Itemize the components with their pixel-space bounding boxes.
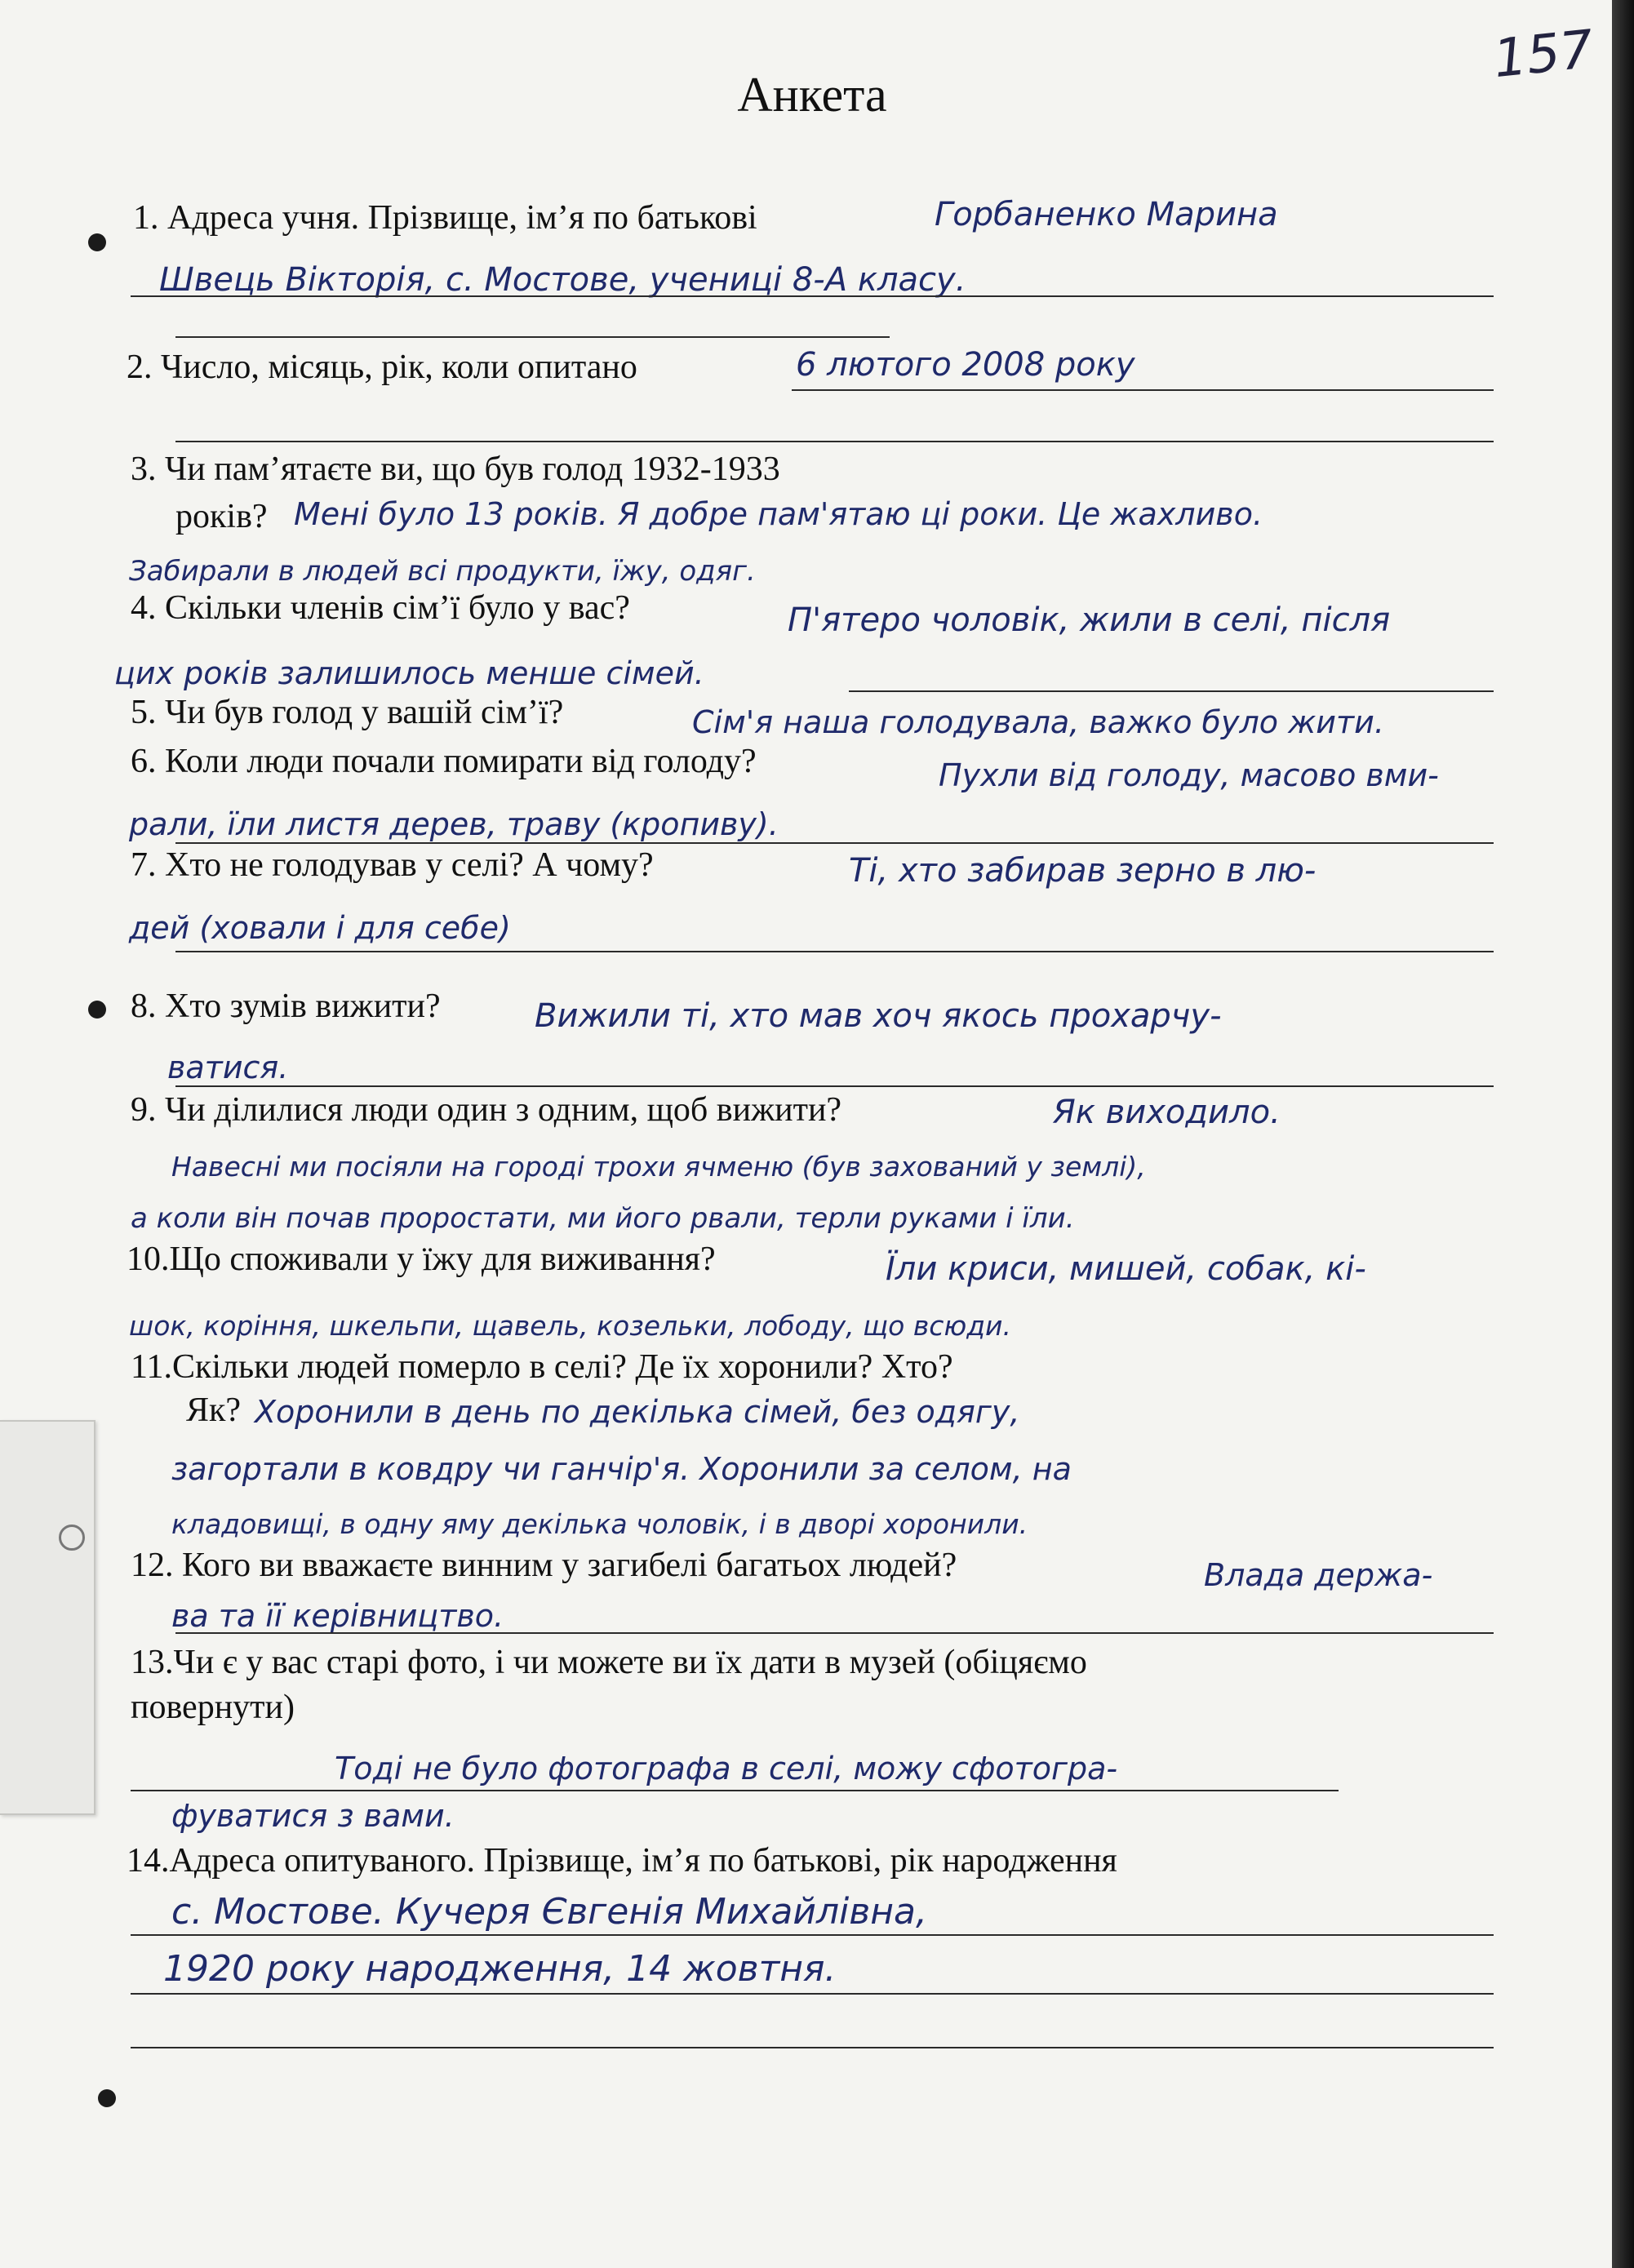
question-5-answer-line-1: Сім'я наша голодувала, важко було жити. — [692, 704, 1384, 740]
paper-tab — [0, 1420, 95, 1815]
question-5-label: 5. Чи був голод у вашій сім’ї? — [131, 694, 564, 731]
binder-ring — [59, 1525, 85, 1551]
question-11-label-line-1: 11.Скільки людей померло в селі? Де їх хоронили? Хто? — [131, 1348, 953, 1386]
question-14-label: 14.Адреса опитуваного. Прізвище, ім’я по батькові, рік народження — [127, 1842, 1117, 1880]
question-8-answer-line-1: Вижили ті, хто мав хоч якось прохарчу- — [535, 997, 1222, 1035]
question-3-answer-line-1: Мені було 13 років. Я добре пам'ятаю ці роки. Це жахливо. — [294, 496, 1263, 532]
question-4-label: 4. Скільки членів сім’ї було у вас? — [131, 589, 630, 627]
answer-rule — [792, 389, 1494, 391]
question-9-answer-line-3: а коли він почав проростати, ми його рвали, терли руками і їли. — [131, 1202, 1075, 1235]
question-11-answer-line-2: загортали в ковдру чи ганчір'я. Хоронили за селом, на — [171, 1451, 1072, 1487]
answer-rule — [175, 1632, 1494, 1634]
answer-rule — [131, 1790, 1339, 1791]
answer-rule — [131, 295, 1494, 297]
question-13-answer-line-1: Тоді не було фотографа в селі, можу сфотогра- — [335, 1751, 1118, 1786]
answer-rule — [175, 441, 1494, 442]
question-14-answer-line-2: 1920 року народження, 14 жовтня. — [163, 1948, 837, 1990]
question-7-label: 7. Хто не голодував у селі? А чому? — [131, 846, 654, 884]
question-12-label: 12. Кого ви вважаєте винним у загибелі багатьох людей? — [131, 1547, 957, 1584]
question-13-label-line-1: 13.Чи є у вас старі фото, і чи можете ви їх дати в музей (обіцяємо — [131, 1644, 1087, 1681]
question-11-answer-line-1: Хоронили в день по декілька сімей, без одягу, — [255, 1394, 1020, 1430]
question-10-answer-line-2: шок, коріння, шкельпи, щавель, козельки, лободу, що всюди. — [129, 1310, 1011, 1342]
question-2-answer-line-1: 6 лютого 2008 року — [796, 346, 1135, 384]
answer-rule — [131, 2047, 1494, 2048]
question-4-answer-line-1: П'ятеро чоловік, жили в селі, після — [788, 601, 1391, 639]
answer-rule — [131, 1934, 1494, 1936]
question-9-answer-line-2: Навесні ми посіяли на городі трохи ячменю (був захований у землі), — [171, 1151, 1146, 1183]
question-10-answer-line-1: Їли криси, мишей, собак, кі- — [886, 1250, 1366, 1288]
question-2-label: 2. Число, місяць, рік, коли опитано — [127, 348, 637, 386]
question-8-label: 8. Хто зумів вижити? — [131, 988, 441, 1025]
question-7-answer-line-2: дей (ховали і для себе) — [129, 910, 511, 946]
answer-rule — [175, 951, 1494, 952]
answer-rule — [175, 1085, 1494, 1087]
question-6-label: 6. Коли люди почали помирати від голоду? — [131, 743, 757, 780]
question-11-answer-line-3: кладовищі, в одну яму декілька чоловік, і в дворі хоронили. — [171, 1508, 1028, 1540]
question-6-answer-line-1: Пухли від голоду, масово вми- — [939, 757, 1439, 793]
question-6-answer-line-2: рали, їли листя дерев, траву (кропиву). — [129, 806, 779, 842]
question-7-answer-line-1: Ті, хто забирав зерно в лю- — [849, 852, 1317, 890]
question-1-answer-line-1: Горбаненко Марина — [935, 196, 1278, 233]
question-1-answer-line-2: Швець Вікторія, с. Мостове, учениці 8-А класу. — [159, 261, 966, 299]
punch-hole-top — [88, 233, 106, 251]
document-title: Анкета — [737, 68, 887, 122]
question-13-label-line-2: повернути) — [131, 1689, 295, 1726]
question-14-answer-line-1: с. Мостове. Кучеря Євгенія Михайлівна, — [171, 1891, 927, 1933]
answer-rule — [131, 1993, 1494, 1995]
question-9-answer-line-1: Як виходило. — [1053, 1094, 1281, 1131]
page-number: 157 — [1490, 19, 1596, 91]
question-12-answer-line-2: ва та її керівництво. — [171, 1598, 504, 1634]
question-12-answer-line-1: Влада держа- — [1204, 1557, 1433, 1593]
question-1-label: 1. Адреса учня. Прізвище, ім’я по батькові — [133, 199, 757, 237]
question-4-answer-line-2: цих років залишилось менше сімей. — [114, 655, 704, 691]
question-3-label-line-2: років? — [175, 498, 268, 535]
question-8-answer-line-2: ватися. — [167, 1050, 289, 1085]
punch-hole-middle — [88, 1001, 106, 1019]
answer-rule — [849, 690, 1494, 692]
question-3-answer-line-2: Забирали в людей всі продукти, їжу, одяг. — [129, 555, 756, 588]
answer-rule — [175, 336, 890, 338]
answer-rule — [175, 842, 1494, 844]
question-13-answer-line-2: фуватися з вами. — [171, 1798, 455, 1834]
question-10-label: 10.Що споживали у їжу для виживання? — [127, 1241, 716, 1278]
question-11-label-line-2: Як? — [186, 1391, 242, 1429]
page-edge — [1612, 0, 1634, 2268]
question-9-label: 9. Чи ділилися люди один з одним, щоб вижити? — [131, 1091, 842, 1129]
punch-hole-bottom — [98, 2089, 116, 2107]
question-3-label-line-1: 3. Чи пам’ятаєте ви, що був голод 1932-1933 — [131, 450, 780, 488]
